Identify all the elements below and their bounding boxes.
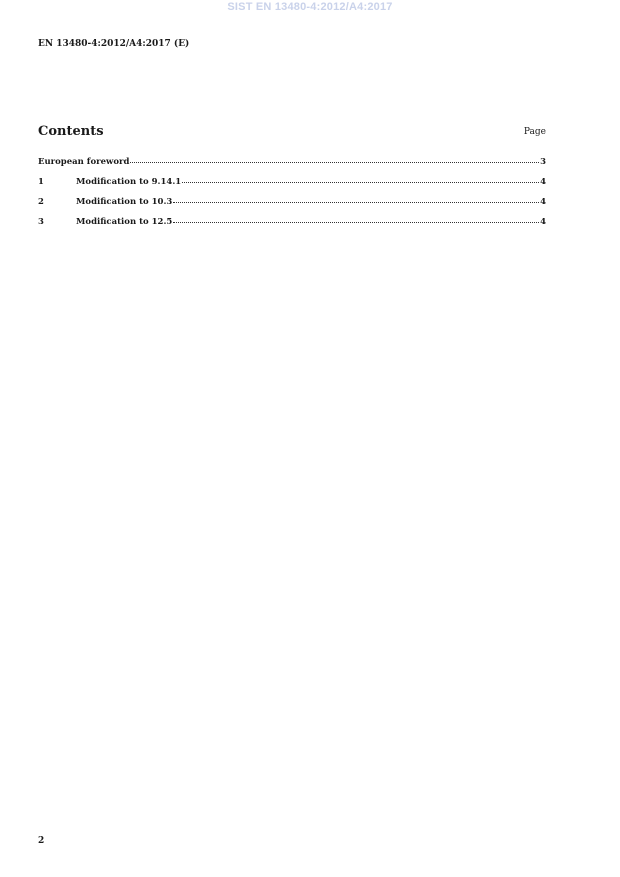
page-column-label: Page bbox=[523, 127, 546, 137]
toc-entry-page: 4 bbox=[540, 177, 546, 187]
toc-entry-text: European foreword bbox=[38, 157, 130, 167]
toc-entry-1[interactable] bbox=[38, 176, 546, 196]
toc-dot-leader bbox=[182, 182, 539, 183]
watermark: SIST EN 13480-4:2012/A4:2017 bbox=[227, 1, 393, 13]
toc-entry-number: 3 bbox=[38, 217, 44, 227]
toc-dot-leader bbox=[130, 162, 539, 163]
toc-entry-foreword[interactable] bbox=[38, 156, 546, 176]
toc-entry-2[interactable] bbox=[38, 196, 546, 216]
toc-entry-number: 2 bbox=[38, 197, 44, 207]
toc-dot-leader bbox=[173, 202, 539, 203]
toc-entry-page: 4 bbox=[540, 217, 546, 227]
toc-entry-page: 4 bbox=[540, 197, 546, 207]
toc-entry-text: Modification to 12.5 bbox=[76, 217, 173, 227]
document-reference: EN 13480-4:2012/A4:2017 (E) bbox=[38, 39, 190, 49]
toc-dot-leader bbox=[173, 222, 539, 223]
page-number: 2 bbox=[38, 836, 45, 846]
toc-entry-page: 3 bbox=[540, 157, 546, 167]
toc-entry-3[interactable] bbox=[38, 216, 546, 236]
toc-entry-text: Modification to 10.3 bbox=[76, 197, 173, 207]
toc-entry-text: Modification to 9.14.1 bbox=[76, 177, 182, 187]
toc-entry-number: 1 bbox=[38, 177, 44, 187]
contents-title: Contents bbox=[38, 124, 104, 139]
table-of-contents bbox=[38, 156, 546, 236]
contents-header bbox=[38, 124, 546, 142]
